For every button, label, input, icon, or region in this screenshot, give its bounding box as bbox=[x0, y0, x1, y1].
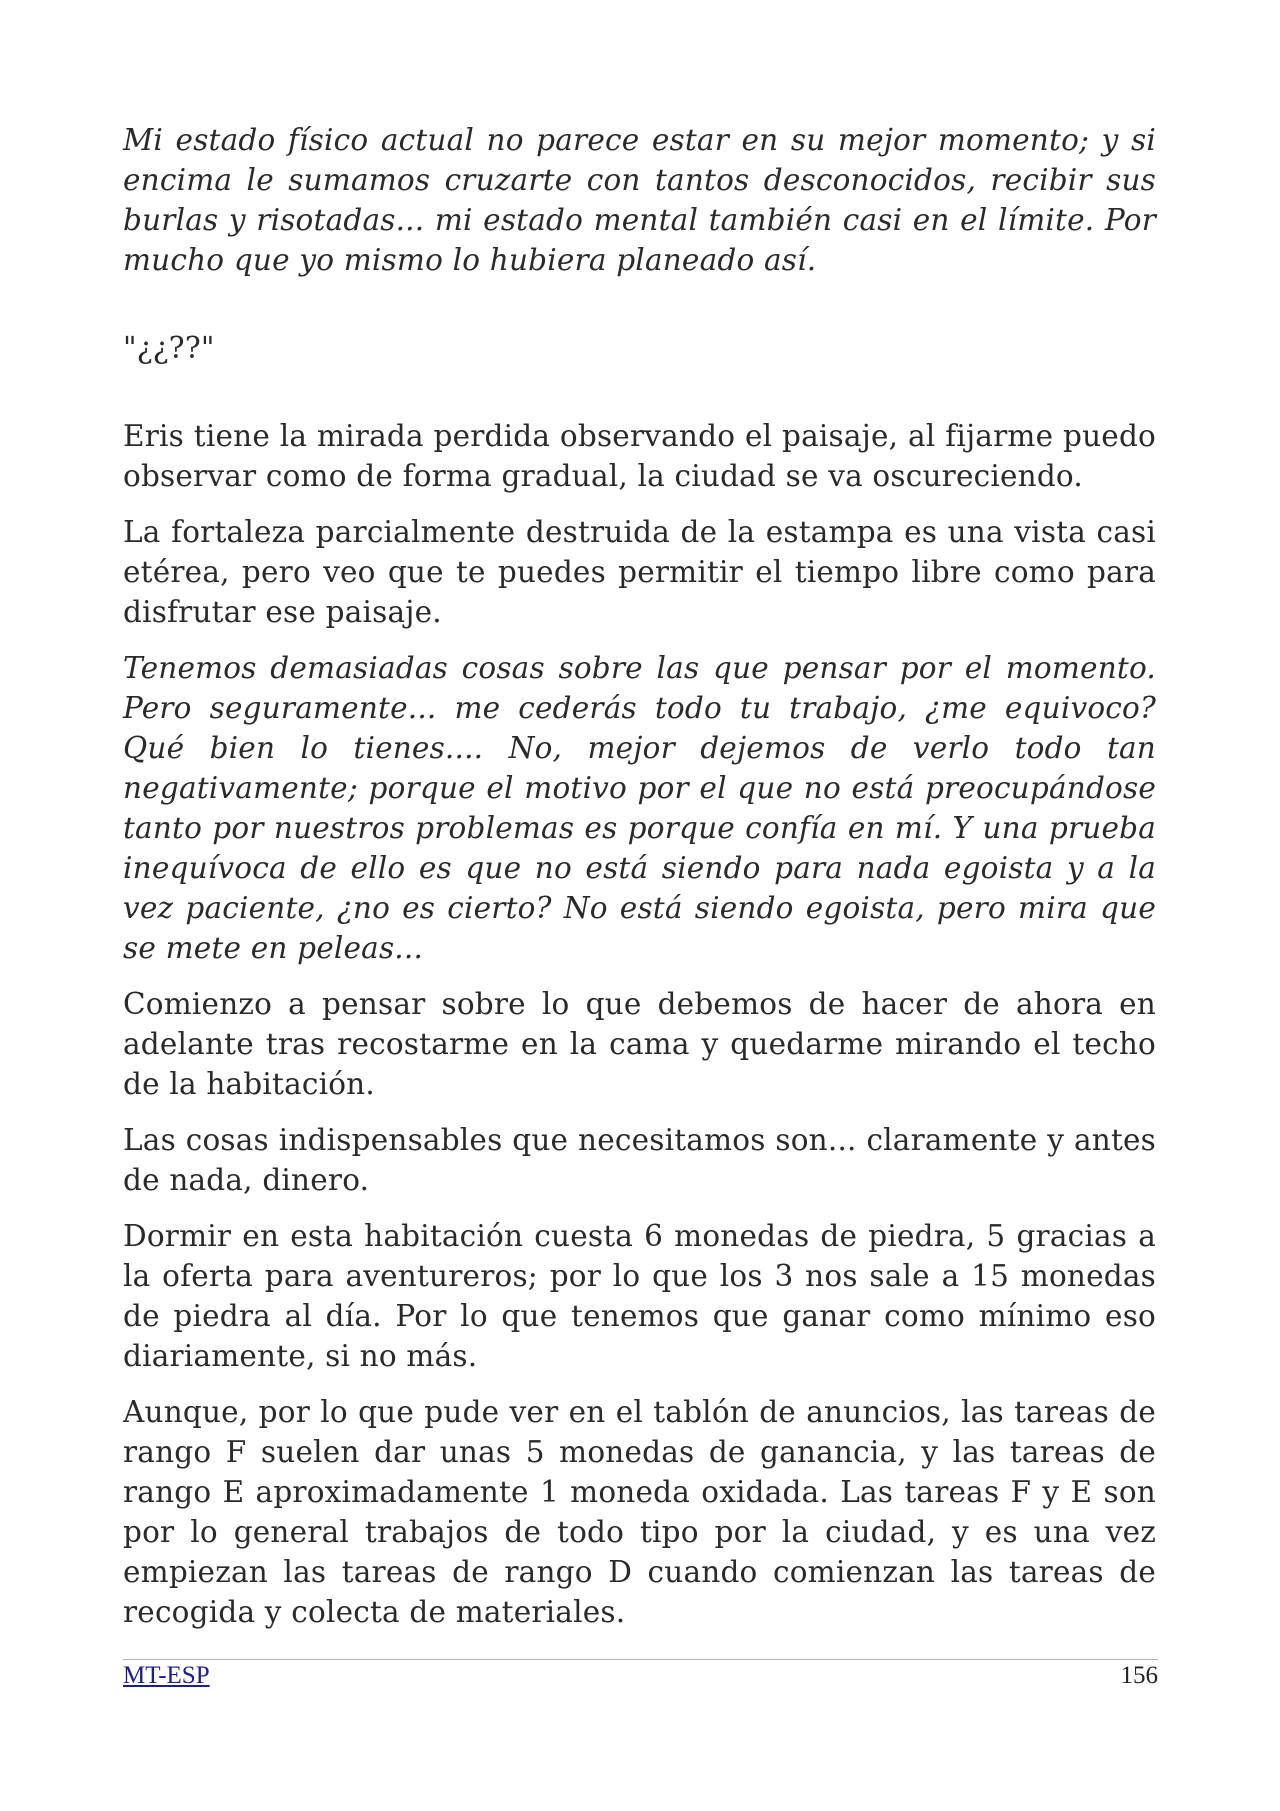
page-number: 156 bbox=[1120, 1662, 1158, 1689]
footer-divider bbox=[123, 1659, 1158, 1660]
paragraph-2: "¿¿??" bbox=[123, 331, 215, 365]
page-body bbox=[123, 120, 1156, 1648]
paragraph-6: Comienzo a pensar sobre lo que debemos de hacer de ahora en adelante tras recostarme en la cama y quedarme mirando el techo de la habitación. bbox=[123, 987, 1156, 1101]
paragraph-5: Tenemos demasiadas cosas sobre las que pensar por el momento. Pero seguramente... me cederás todo tu trabajo, ¿me equivoco? Qué bien lo tienes.... No, mejor dejemos de verlo todo tan negativamente; porque el motivo por el que no está preocupándose tanto por nuestros problemas es porque confía en mí. Y una prueba inequívoca de ello es que no está siendo para nada egoista y a la vez paciente, ¿no es cierto? No está siendo egoista, pero mira que se mete en peleas... bbox=[123, 651, 1156, 965]
footer-link[interactable]: MT-ESP bbox=[123, 1662, 210, 1689]
paragraph-4: La fortaleza parcialmente destruida de la estampa es una vista casi etérea, pero veo que te puedes permitir el tiempo libre como para disfrutar ese paisaje. bbox=[123, 515, 1156, 629]
paragraph-9: Aunque, por lo que pude ver en el tablón de anuncios, las tareas de rango F suelen dar unas 5 monedas de ganancia, y las tareas de rango E aproximadamente 1 moneda oxidada. Las tareas F y E son por lo general trabajos de todo tipo por la ciudad, y es una vez empiezan las tareas de rango D cuando comienzan las tareas de recogida y colecta de materiales. bbox=[123, 1395, 1156, 1629]
paragraph-1: Mi estado físico actual no parece estar en su mejor momento; y si encima le sumamos cruzarte con tantos desconocidos, recibir sus burlas y risotadas... mi estado mental también casi en el límite. Por mucho que yo mismo lo hubiera planeado así. bbox=[123, 123, 1156, 277]
paragraph-7: Las cosas indispensables que necesitamos son... claramente y antes de nada, dinero. bbox=[123, 1123, 1156, 1197]
paragraph-3: Eris tiene la mirada perdida observando el paisaje, al fijarme puedo observar como de forma gradual, la ciudad se va oscureciendo. bbox=[123, 419, 1156, 493]
paragraph-8: Dormir en esta habitación cuesta 6 monedas de piedra, 5 gracias a la oferta para aventureros; por lo que los 3 nos sale a 15 monedas de piedra al día. Por lo que tenemos que ganar como mínimo eso diariamente, si no más. bbox=[123, 1219, 1156, 1373]
